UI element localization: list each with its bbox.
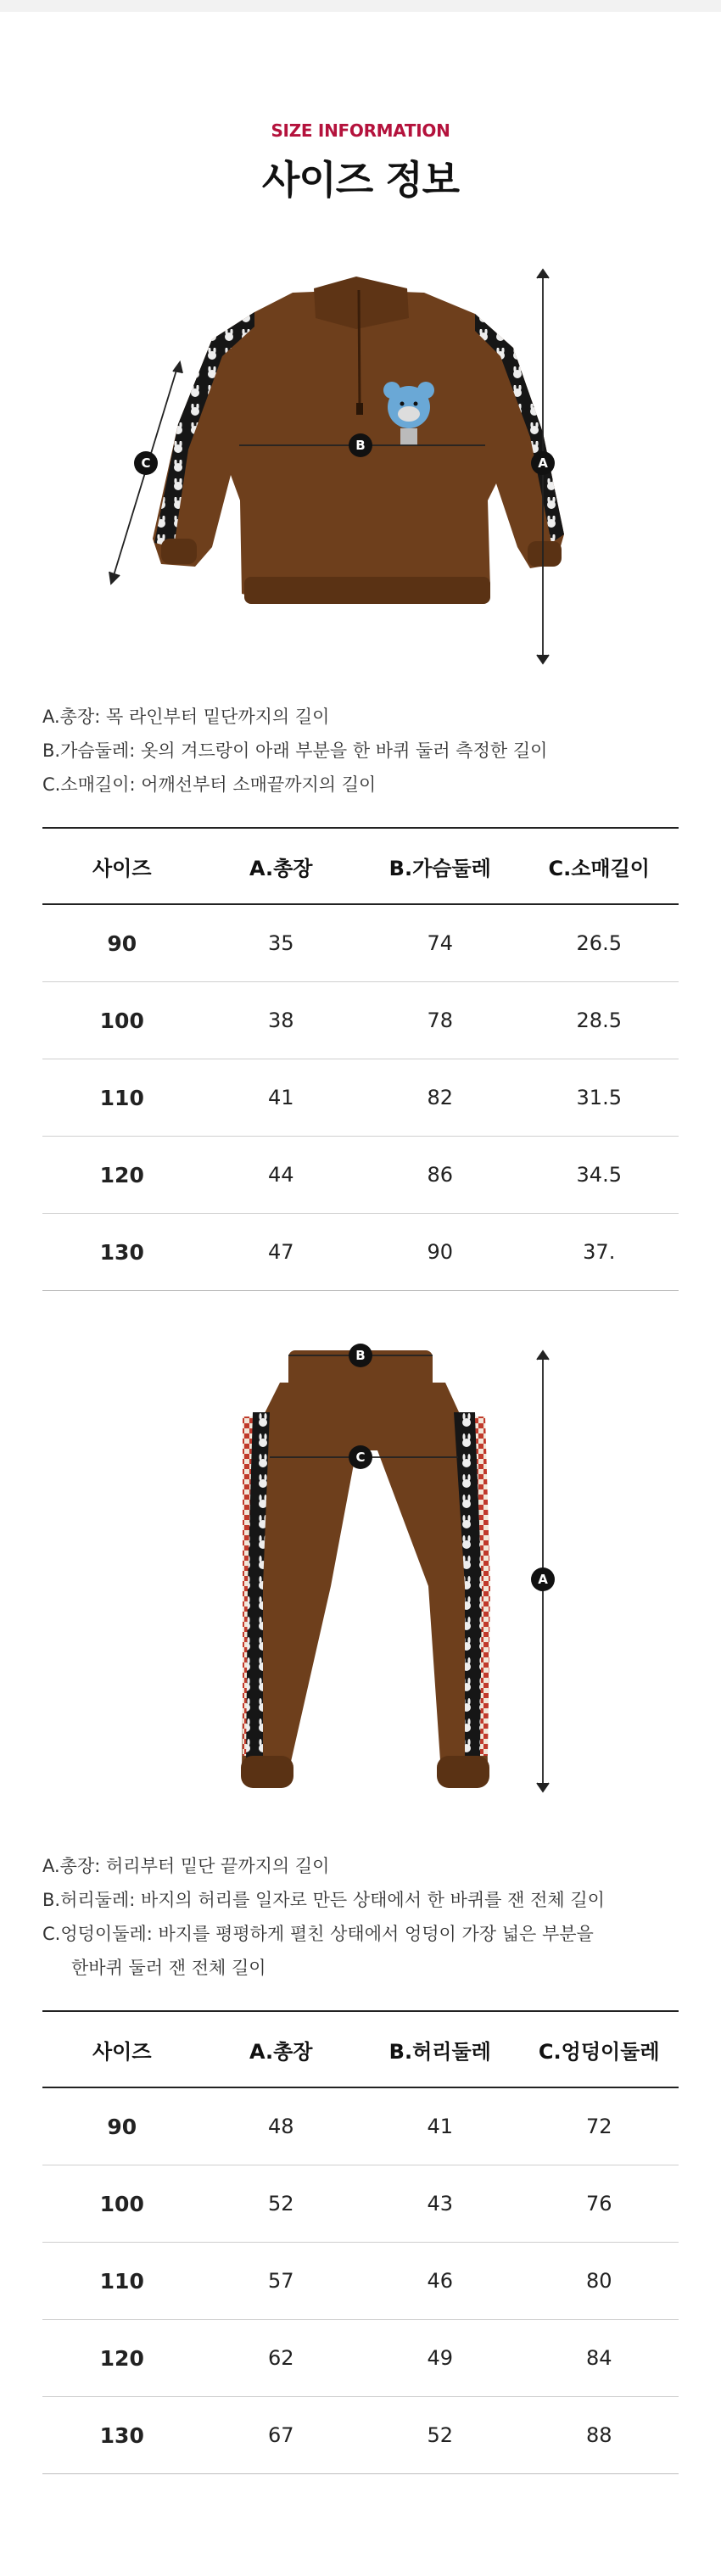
table-cell: 90 <box>42 2087 202 2165</box>
marker-a: A <box>531 451 555 475</box>
section-eyebrow: SIZE INFORMATION <box>271 120 450 141</box>
note-label: B. <box>42 1890 61 1910</box>
table-cell: 43 <box>360 2165 520 2243</box>
note-b <box>42 1883 687 1917</box>
table-cell: 52 <box>360 2397 520 2474</box>
table-cell: 35 <box>202 904 361 982</box>
top-bar <box>0 0 721 12</box>
table-cell: 74 <box>360 904 520 982</box>
table-cell: 100 <box>42 2165 202 2243</box>
table-cell: 130 <box>42 1214 202 1291</box>
bottom-measurement-notes <box>42 1849 687 1985</box>
bottom-size-table <box>42 2010 679 2474</box>
note-text: 소매길이: 어깨선부터 소매끝까지의 길이 <box>60 774 377 795</box>
table-row <box>42 1214 679 1291</box>
table-cell: 26.5 <box>520 904 679 982</box>
bottom-garment-figure <box>0 1332 721 1807</box>
table-row <box>42 2165 679 2243</box>
header-length: A.총장 <box>202 2011 361 2087</box>
table-cell: 41 <box>360 2087 520 2165</box>
top-garment-figure <box>0 254 721 679</box>
top-size-table <box>42 827 679 1291</box>
marker-c: C <box>349 1445 372 1469</box>
table-cell: 49 <box>360 2320 520 2397</box>
table-cell: 37. <box>520 1214 679 1291</box>
table-cell: 100 <box>42 982 202 1059</box>
table-cell: 120 <box>42 1137 202 1214</box>
note-text: 한바퀴 둘러 잰 전체 길이 <box>71 1958 266 1978</box>
pants-shape <box>241 1350 490 1788</box>
marker-b: B <box>349 1344 372 1367</box>
table-cell: 90 <box>42 904 202 982</box>
header-sleeve: C.소매길이 <box>520 828 679 904</box>
note-c <box>42 768 687 802</box>
note-text: 엉덩이둘레: 바지를 평평하게 펼친 상태에서 엉덩이 가장 넓은 부분을 <box>60 1924 594 1944</box>
table-cell: 46 <box>360 2243 520 2320</box>
marker-c: C <box>134 451 158 475</box>
table-cell: 86 <box>360 1137 520 1214</box>
top-measurement-notes <box>42 700 687 802</box>
table-cell: 34.5 <box>520 1137 679 1214</box>
note-label: C. <box>42 1924 61 1944</box>
table-cell: 31.5 <box>520 1059 679 1137</box>
table-row <box>42 1137 679 1214</box>
note-label: B. <box>42 740 61 761</box>
table-row <box>42 904 679 982</box>
table-row <box>42 982 679 1059</box>
table-row <box>42 2397 679 2474</box>
note-text: 총장: 목 라인부터 밑단까지의 길이 <box>59 707 330 727</box>
note-b <box>42 734 687 768</box>
table-cell: 110 <box>42 2243 202 2320</box>
table-cell: 41 <box>202 1059 361 1137</box>
table-row <box>42 2320 679 2397</box>
marker-b: B <box>349 433 372 457</box>
header-length: A.총장 <box>202 828 361 904</box>
table-cell: 110 <box>42 1059 202 1137</box>
header-size: 사이즈 <box>42 828 202 904</box>
table-cell: 82 <box>360 1059 520 1137</box>
table-cell: 57 <box>202 2243 361 2320</box>
table-cell: 62 <box>202 2320 361 2397</box>
note-label: A. <box>42 707 60 727</box>
table-cell: 78 <box>360 982 520 1059</box>
table-row <box>42 2243 679 2320</box>
table-row <box>42 2087 679 2165</box>
note-c <box>42 1917 687 1951</box>
note-a <box>42 700 687 734</box>
pants-illustration <box>0 1332 721 1807</box>
table-header-row <box>42 2011 679 2087</box>
sweatshirt-illustration <box>0 254 721 679</box>
table-cell: 120 <box>42 2320 202 2397</box>
table-cell: 67 <box>202 2397 361 2474</box>
table-cell: 38 <box>202 982 361 1059</box>
table-cell: 130 <box>42 2397 202 2474</box>
table-cell: 90 <box>360 1214 520 1291</box>
table-header-row <box>42 828 679 904</box>
note-c-continued <box>42 1951 687 1985</box>
header-waist: B.허리둘레 <box>360 2011 520 2087</box>
table-cell: 52 <box>202 2165 361 2243</box>
note-text: 허리둘레: 바지의 허리를 일자로 만든 상태에서 한 바퀴를 잰 전체 길이 <box>60 1890 605 1910</box>
table-cell: 84 <box>520 2320 679 2397</box>
table-cell: 76 <box>520 2165 679 2243</box>
header-chest: B.가슴둘레 <box>360 828 520 904</box>
table-cell: 28.5 <box>520 982 679 1059</box>
table-cell: 88 <box>520 2397 679 2474</box>
note-a <box>42 1849 687 1883</box>
table-cell: 44 <box>202 1137 361 1214</box>
table-cell: 47 <box>202 1214 361 1291</box>
note-label: C. <box>42 774 61 795</box>
page-title: 사이즈 정보 <box>261 157 460 203</box>
table-cell: 80 <box>520 2243 679 2320</box>
table-row <box>42 1059 679 1137</box>
table-cell: 72 <box>520 2087 679 2165</box>
header-hip: C.엉덩이둘레 <box>520 2011 679 2087</box>
note-text: 총장: 허리부터 밑단 끝까지의 길이 <box>59 1856 330 1876</box>
marker-a: A <box>531 1567 555 1591</box>
table-cell: 48 <box>202 2087 361 2165</box>
header-size: 사이즈 <box>42 2011 202 2087</box>
note-label: A. <box>42 1856 60 1876</box>
note-text: 가슴둘레: 옷의 겨드랑이 아래 부분을 한 바퀴 둘러 측정한 길이 <box>60 740 548 761</box>
